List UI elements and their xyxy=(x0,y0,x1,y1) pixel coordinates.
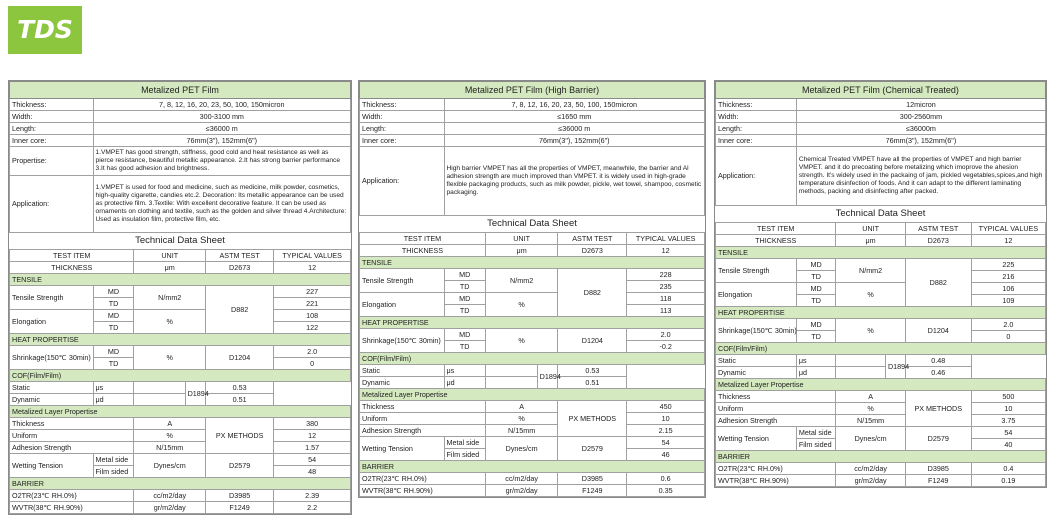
spec-label: Inner core: xyxy=(716,135,797,147)
section-metalized-layer: Metalized Layer Propertise xyxy=(10,406,351,418)
section-heat: HEAT PROPERTISE xyxy=(360,317,705,329)
wetting-metal-value: 54 xyxy=(971,427,1045,439)
shrinkage-td-value: -0.2 xyxy=(627,341,705,353)
spec-value: ≤36000 m xyxy=(93,123,350,135)
metal-thickness-unit: A xyxy=(485,401,557,413)
section-metalized-layer: Metalized Layer Propertise xyxy=(360,389,705,401)
elongation-td-value: 109 xyxy=(971,295,1045,307)
tensile-astm: D882 xyxy=(206,286,274,334)
sheet-metalized-pet xyxy=(8,80,352,515)
uniform-unit: % xyxy=(134,430,206,442)
film-side-label: Film sided xyxy=(93,466,134,478)
thickness-unit: μm xyxy=(134,262,206,274)
spec-label: Inner core: xyxy=(10,135,94,147)
md-label: MD xyxy=(796,319,836,331)
elongation-label: Elongation xyxy=(716,283,797,307)
uniform-value: 12 xyxy=(274,430,351,442)
elongation-md-value: 106 xyxy=(971,283,1045,295)
header-unit: UNIT xyxy=(134,250,206,262)
shrinkage-md-value: 2.0 xyxy=(627,329,705,341)
section-metalized-layer: Metalized Layer Propertise xyxy=(716,379,1046,391)
wvtr-value: 0.35 xyxy=(627,485,705,497)
o2tr-value: 0.6 xyxy=(627,473,705,485)
adhesion-unit: N/15mm xyxy=(485,425,557,437)
sheet-title: Metalized PET Film xyxy=(10,82,351,99)
td-label: TD xyxy=(444,281,485,293)
section-cof: COF(Film/Film) xyxy=(10,370,351,382)
spec-value: ≤36000m xyxy=(796,123,1045,135)
dynamic-value: 0.51 xyxy=(206,394,274,406)
td-label: TD xyxy=(93,358,134,370)
wvtr-astm: F1249 xyxy=(558,485,627,497)
tensile-td-value: 235 xyxy=(627,281,705,293)
thickness-astm: D2673 xyxy=(206,262,274,274)
thickness-label: THICKNESS xyxy=(10,262,134,274)
metal-thickness-label: Thickness xyxy=(10,418,134,430)
md-label: MD xyxy=(444,329,485,341)
wvtr-value: 2.2 xyxy=(274,502,351,514)
spec-label: Thickness: xyxy=(716,99,797,111)
static-value: 0.48 xyxy=(905,355,971,367)
thickness-value: 12 xyxy=(971,235,1045,247)
wetting-astm: D2579 xyxy=(558,437,627,461)
shrinkage-label: Shrinkage(150℃ 30min) xyxy=(716,319,797,343)
o2tr-value: 2.39 xyxy=(274,490,351,502)
section-heat: HEAT PROPERTISE xyxy=(10,334,351,346)
thickness-unit: μm xyxy=(485,245,557,257)
thickness-label: THICKNESS xyxy=(360,245,486,257)
shrinkage-astm: D1204 xyxy=(558,329,627,353)
px-methods: PX METHODS xyxy=(206,418,274,454)
wvtr-value: 0.19 xyxy=(971,475,1045,487)
metal-side-label: Metal side xyxy=(444,437,485,449)
tensile-strength-label: Tensile Strength xyxy=(10,286,94,310)
section-barrier: BARRIER xyxy=(360,461,705,473)
header-unit: UNIT xyxy=(485,233,557,245)
tensile-td-value: 216 xyxy=(971,271,1045,283)
tensile-unit: N/mm2 xyxy=(485,269,557,293)
wetting-unit: Dynes/cm xyxy=(134,454,206,478)
spec-value: 7, 8, 12, 16, 20, 23, 50, 100, 150micron xyxy=(444,99,704,111)
td-label: TD xyxy=(796,295,836,307)
wetting-label: Wetting Tension xyxy=(10,454,94,478)
td-label: TD xyxy=(93,298,134,310)
section-cof: COF(Film/Film) xyxy=(716,343,1046,355)
shrinkage-label: Shrinkage(150℃ 30min) xyxy=(10,346,94,370)
tensile-strength-label: Tensile Strength xyxy=(716,259,797,283)
elongation-td-value: 113 xyxy=(627,305,705,317)
elongation-md-value: 118 xyxy=(627,293,705,305)
wetting-film-value: 40 xyxy=(971,439,1045,451)
md-label: MD xyxy=(93,346,134,358)
spec-label: Width: xyxy=(360,111,445,123)
elongation-unit: % xyxy=(134,310,206,334)
wetting-unit: Dynes/cm xyxy=(836,427,905,451)
wvtr-label: WVTR(38℃ RH.90%) xyxy=(716,475,836,487)
md-label: MD xyxy=(796,259,836,271)
md-label: MD xyxy=(444,293,485,305)
shrinkage-astm: D1204 xyxy=(206,346,274,370)
shrinkage-md-value: 2.0 xyxy=(971,319,1045,331)
thickness-astm: D2673 xyxy=(558,245,627,257)
spec-value: 7, 8, 12, 16, 20, 23, 50, 100, 150micron xyxy=(93,99,350,111)
wvtr-label: WVTR(38℃ RH.90%) xyxy=(10,502,134,514)
static-value: 0.53 xyxy=(206,382,274,394)
o2tr-astm: D3985 xyxy=(558,473,627,485)
shrinkage-unit: % xyxy=(836,319,905,343)
spec-label: Thickness: xyxy=(360,99,445,111)
tensile-md-value: 227 xyxy=(274,286,351,298)
thickness-label: THICKNESS xyxy=(716,235,836,247)
application-label: Application: xyxy=(716,147,797,206)
elongation-td-value: 122 xyxy=(274,322,351,334)
spec-value: 76mm(3"), 152mm(6") xyxy=(796,135,1045,147)
section-tensile: TENSILE xyxy=(10,274,351,286)
wetting-metal-value: 54 xyxy=(627,437,705,449)
o2tr-label: O2TR(23℃ RH.0%) xyxy=(360,473,486,485)
elongation-md-value: 108 xyxy=(274,310,351,322)
wetting-label: Wetting Tension xyxy=(360,437,445,461)
tensile-strength-label: Tensile Strength xyxy=(360,269,445,293)
o2tr-label: O2TR(23℃ RH.0%) xyxy=(10,490,134,502)
md-label: MD xyxy=(444,269,485,281)
adhesion-value: 1.57 xyxy=(274,442,351,454)
dynamic-unit: μd xyxy=(444,377,485,389)
blank-cell xyxy=(485,365,537,377)
blank-cell xyxy=(836,355,886,367)
film-side-label: Film sided xyxy=(444,449,485,461)
tds-logo: TDS xyxy=(8,6,82,54)
section-heat: HEAT PROPERTISE xyxy=(716,307,1046,319)
metal-side-label: Metal side xyxy=(93,454,134,466)
application-label: Application: xyxy=(360,147,445,216)
tensile-unit: N/mm2 xyxy=(836,259,905,283)
film-side-label: Film sided xyxy=(796,439,836,451)
spec-value: 300-2560mm xyxy=(796,111,1045,123)
shrinkage-td-value: 0 xyxy=(971,331,1045,343)
metal-side-label: Metal side xyxy=(796,427,836,439)
sheet-metalized-pet-high-barrier xyxy=(358,80,706,498)
o2tr-label: O2TR(23℃ RH.0%) xyxy=(716,463,836,475)
td-label: TD xyxy=(444,305,485,317)
wetting-unit: Dynes/cm xyxy=(485,437,557,461)
header-astm: ASTM TEST xyxy=(905,223,971,235)
uniform-label: Uniform xyxy=(10,430,134,442)
metal-thickness-label: Thickness xyxy=(716,391,836,403)
dynamic-label: Dynamic xyxy=(716,367,797,379)
shrinkage-unit: % xyxy=(134,346,206,370)
header-test-item: TEST ITEM xyxy=(10,250,134,262)
application-text: High barrier VMPET has all the properties of VMPET, meanwhile, the barrier and Al adhesion strength are much improved than VMPET. it is widely used in high-grade flexible packaging products, such as milk powder, pickle, wet towel, shampoo, cosmetic packaging. xyxy=(444,147,704,216)
px-methods: PX METHODS xyxy=(905,391,971,427)
shrinkage-astm: D1204 xyxy=(905,319,971,343)
wvtr-label: WVTR(38℃ RH.90%) xyxy=(360,485,486,497)
static-label: Static xyxy=(360,365,445,377)
blank-cell xyxy=(485,377,537,389)
spec-value: ≤36000 m xyxy=(444,123,704,135)
static-label: Static xyxy=(10,382,94,394)
adhesion-unit: N/15mm xyxy=(836,415,905,427)
wvtr-unit: gr/m2/day xyxy=(485,485,557,497)
technical-data-sheet-heading: Technical Data Sheet xyxy=(716,206,1046,223)
tensile-astm: D882 xyxy=(905,259,971,307)
spec-label: Length: xyxy=(360,123,445,135)
header-typical: TYPICAL VALUES xyxy=(627,233,705,245)
metal-thickness-unit: A xyxy=(134,418,206,430)
spec-label: Width: xyxy=(716,111,797,123)
shrinkage-label: Shrinkage(150℃ 30min) xyxy=(360,329,445,353)
header-typical: TYPICAL VALUES xyxy=(274,250,351,262)
static-unit: μs xyxy=(796,355,836,367)
o2tr-unit: cc/m2/day xyxy=(485,473,557,485)
tensile-td-value: 221 xyxy=(274,298,351,310)
spec-label: Length: xyxy=(10,123,94,135)
static-unit: μs xyxy=(444,365,485,377)
sheet-metalized-pet-chemical-treated xyxy=(714,80,1047,488)
wetting-metal-value: 54 xyxy=(274,454,351,466)
o2tr-value: 0.4 xyxy=(971,463,1045,475)
cof-astm: D1894 xyxy=(537,365,558,389)
blank-cell xyxy=(134,394,185,406)
cof-astm: D1894 xyxy=(185,382,205,406)
elongation-unit: % xyxy=(485,293,557,317)
thickness-astm: D2673 xyxy=(905,235,971,247)
metal-thickness-value: 380 xyxy=(274,418,351,430)
header-test-item: TEST ITEM xyxy=(716,223,836,235)
wetting-astm: D2579 xyxy=(905,427,971,451)
dynamic-unit: μd xyxy=(93,394,134,406)
o2tr-astm: D3985 xyxy=(905,463,971,475)
spec-value: 300-3100 mm xyxy=(93,111,350,123)
technical-data-sheet-heading: Technical Data Sheet xyxy=(10,233,351,250)
section-cof: COF(Film/Film) xyxy=(360,353,705,365)
properties-text: 1.VMPET has good strength, stiffness, good cold and heat resistance as well as pierce resistance, beautiful metallic appearance. 2.It has strong barrier performance 3.It has good adhesion and brightness. xyxy=(93,147,350,176)
md-label: MD xyxy=(796,283,836,295)
properties-label: Propertise: xyxy=(10,147,94,176)
uniform-label: Uniform xyxy=(716,403,836,415)
tensile-md-value: 228 xyxy=(627,269,705,281)
thickness-unit: μm xyxy=(836,235,905,247)
uniform-value: 10 xyxy=(971,403,1045,415)
wetting-astm: D2579 xyxy=(206,454,274,478)
wvtr-astm: F1249 xyxy=(206,502,274,514)
application-text: Chemical Treated VMPET have all the properties of VMPET and high barrier VMPET. and it do precoating before metalizing which imoprove the ahesion strength. It's widely used in the packaing of jam, pickled vegetables,spices,and high temperature disinfection of foods. And it can adapt to the different laminating methods, packing and disinfecting after packed. xyxy=(796,147,1045,206)
o2tr-unit: cc/m2/day xyxy=(134,490,206,502)
adhesion-value: 3.75 xyxy=(971,415,1045,427)
wetting-film-value: 46 xyxy=(627,449,705,461)
elongation-label: Elongation xyxy=(10,310,94,334)
td-label: TD xyxy=(796,271,836,283)
blank-cell xyxy=(836,367,886,379)
section-barrier: BARRIER xyxy=(10,478,351,490)
header-astm: ASTM TEST xyxy=(558,233,627,245)
o2tr-astm: D3985 xyxy=(206,490,274,502)
spec-label: Thickness: xyxy=(10,99,94,111)
dynamic-label: Dynamic xyxy=(360,377,445,389)
uniform-label: Uniform xyxy=(360,413,486,425)
adhesion-label: Adhesion Strength xyxy=(360,425,486,437)
elongation-unit: % xyxy=(836,283,905,307)
shrinkage-td-value: 0 xyxy=(274,358,351,370)
header-unit: UNIT xyxy=(836,223,905,235)
header-astm: ASTM TEST xyxy=(206,250,274,262)
uniform-unit: % xyxy=(485,413,557,425)
spec-label: Inner core: xyxy=(360,135,445,147)
dynamic-value: 0.46 xyxy=(905,367,971,379)
metal-thickness-value: 450 xyxy=(627,401,705,413)
static-value: 0.53 xyxy=(558,365,627,377)
adhesion-value: 2.15 xyxy=(627,425,705,437)
thickness-value: 12 xyxy=(274,262,351,274)
spec-value: 76mm(3"), 152mm(6") xyxy=(444,135,704,147)
section-tensile: TENSILE xyxy=(360,257,705,269)
wvtr-unit: gr/m2/day xyxy=(836,475,905,487)
application-label: Application: xyxy=(10,176,94,233)
metal-thickness-label: Thickness xyxy=(360,401,486,413)
md-label: MD xyxy=(93,286,134,298)
blank-cell xyxy=(134,382,185,394)
tensile-md-value: 225 xyxy=(971,259,1045,271)
shrinkage-unit: % xyxy=(485,329,557,353)
spec-value: 76mm(3"), 152mm(6") xyxy=(93,135,350,147)
dynamic-unit: μd xyxy=(796,367,836,379)
thickness-value: 12 xyxy=(627,245,705,257)
tensile-astm: D882 xyxy=(558,269,627,317)
adhesion-label: Adhesion Strength xyxy=(10,442,134,454)
spec-value: ≤1650 mm xyxy=(444,111,704,123)
static-unit: μs xyxy=(93,382,134,394)
td-label: TD xyxy=(93,322,134,334)
header-typical: TYPICAL VALUES xyxy=(971,223,1045,235)
section-tensile: TENSILE xyxy=(716,247,1046,259)
cof-astm: D1894 xyxy=(885,355,905,379)
adhesion-unit: N/15mm xyxy=(134,442,206,454)
dynamic-value: 0.51 xyxy=(558,377,627,389)
md-label: MD xyxy=(93,310,134,322)
header-test-item: TEST ITEM xyxy=(360,233,486,245)
uniform-unit: % xyxy=(836,403,905,415)
spec-label: Width: xyxy=(10,111,94,123)
uniform-value: 10 xyxy=(627,413,705,425)
application-text: 1.VMPET is used for food and medicine, such as medicine, milk powder, cosmetics, high-quality cigarette, candies etc.2. Decoration: Its metallic appearance can be used as protective film. 3.Textile: With excellent decorative feature. It can be used as ornaments on clothing and textile, such as the golden and silver thread 4.Architecture: Used as insulation film, protective film, etc. xyxy=(93,176,350,233)
metal-thickness-unit: A xyxy=(836,391,905,403)
sheet-title: Metalized PET Film (High Barrier) xyxy=(360,82,705,99)
spec-label: Length: xyxy=(716,123,797,135)
o2tr-unit: cc/m2/day xyxy=(836,463,905,475)
px-methods: PX METHODS xyxy=(558,401,627,437)
static-label: Static xyxy=(716,355,797,367)
metal-thickness-value: 500 xyxy=(971,391,1045,403)
dynamic-label: Dynamic xyxy=(10,394,94,406)
wvtr-unit: gr/m2/day xyxy=(134,502,206,514)
sheet-title: Metalized PET Film (Chemical Treated) xyxy=(716,82,1046,99)
wetting-film-value: 48 xyxy=(274,466,351,478)
wvtr-astm: F1249 xyxy=(905,475,971,487)
elongation-label: Elongation xyxy=(360,293,445,317)
adhesion-label: Adhesion Strength xyxy=(716,415,836,427)
section-barrier: BARRIER xyxy=(716,451,1046,463)
spec-value: 12micron xyxy=(796,99,1045,111)
td-label: TD xyxy=(796,331,836,343)
td-label: TD xyxy=(444,341,485,353)
tensile-unit: N/mm2 xyxy=(134,286,206,310)
technical-data-sheet-heading: Technical Data Sheet xyxy=(360,216,705,233)
wetting-label: Wetting Tension xyxy=(716,427,797,451)
shrinkage-md-value: 2.0 xyxy=(274,346,351,358)
